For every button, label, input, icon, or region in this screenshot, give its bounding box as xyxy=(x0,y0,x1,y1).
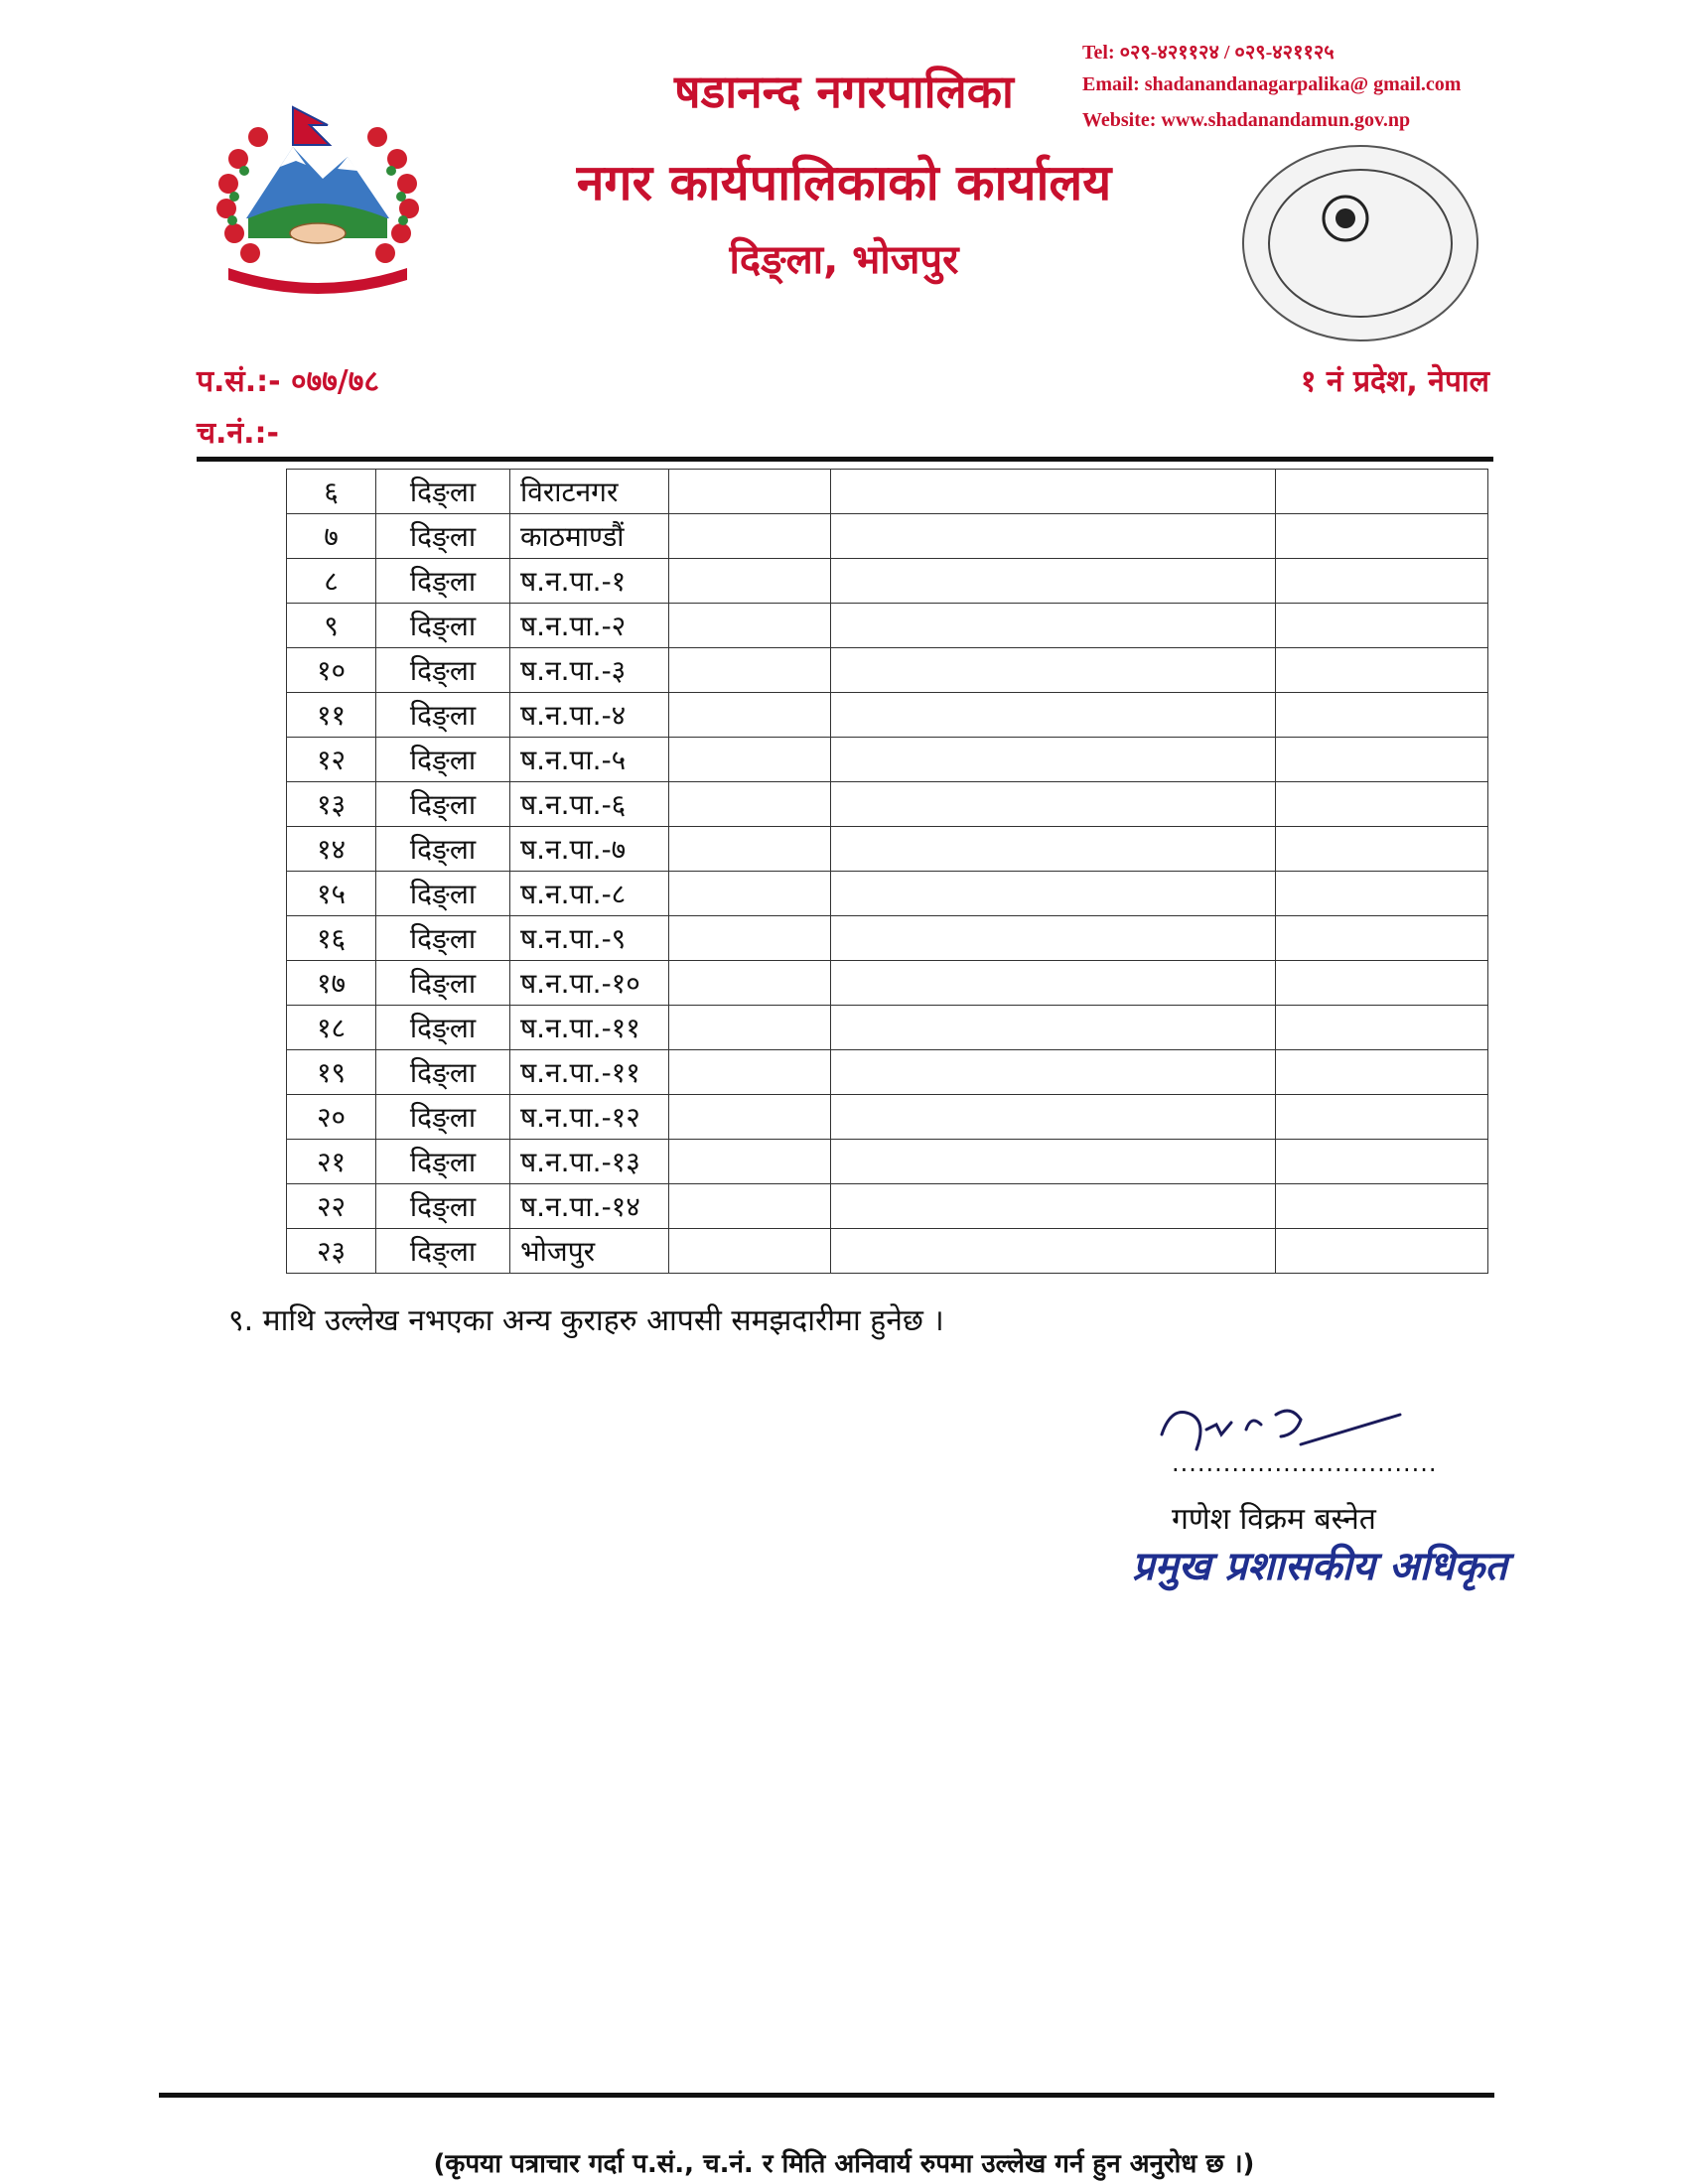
empty-cell xyxy=(669,872,831,916)
empty-cell xyxy=(831,559,1276,604)
empty-cell xyxy=(1276,916,1488,961)
municipality-name: षडानन्द नगरपालिका xyxy=(674,65,1014,118)
table-row xyxy=(287,1140,1488,1184)
empty-cell xyxy=(669,1095,831,1140)
empty-cell xyxy=(669,1006,831,1050)
empty-cell xyxy=(669,1140,831,1184)
empty-cell xyxy=(831,1184,1276,1229)
to-location: ष.न.पा.-११ xyxy=(510,1050,669,1095)
signature-line: ............................... xyxy=(1172,1449,1438,1477)
empty-cell xyxy=(1276,1050,1488,1095)
from-location: दिङ्ला xyxy=(376,782,510,827)
empty-cell xyxy=(1276,738,1488,782)
from-location: दिङ्ला xyxy=(376,514,510,559)
from-location: दिङ्ला xyxy=(376,693,510,738)
row-number: ८ xyxy=(287,559,376,604)
empty-cell xyxy=(831,1050,1276,1095)
row-number: १३ xyxy=(287,782,376,827)
signatory-title: प्रमुख प्रशासकीय अधिकृत xyxy=(1132,1544,1507,1589)
empty-cell xyxy=(1276,514,1488,559)
to-location: ष.न.पा.-७ xyxy=(510,827,669,872)
empty-cell xyxy=(669,693,831,738)
empty-cell xyxy=(831,782,1276,827)
table-row xyxy=(287,1095,1488,1140)
empty-cell xyxy=(1276,782,1488,827)
from-location: दिङ्ला xyxy=(376,1229,510,1274)
to-location: ष.न.पा.-१० xyxy=(510,961,669,1006)
from-location: दिङ्ला xyxy=(376,604,510,648)
from-location: दिङ्ला xyxy=(376,738,510,782)
from-location: दिङ्ला xyxy=(376,470,510,514)
to-location: ष.न.पा.-३ xyxy=(510,648,669,693)
from-location: दिङ्ला xyxy=(376,1140,510,1184)
row-number: २१ xyxy=(287,1140,376,1184)
empty-cell xyxy=(1276,1140,1488,1184)
empty-cell xyxy=(1276,559,1488,604)
table-row xyxy=(287,916,1488,961)
empty-cell xyxy=(831,514,1276,559)
row-number: ६ xyxy=(287,470,376,514)
empty-cell xyxy=(669,604,831,648)
empty-cell xyxy=(831,827,1276,872)
table-row xyxy=(287,1006,1488,1050)
table-row xyxy=(287,782,1488,827)
empty-cell xyxy=(831,693,1276,738)
dispatch-number: च.नं.:- xyxy=(197,416,279,451)
row-number: १४ xyxy=(287,827,376,872)
empty-cell xyxy=(1276,693,1488,738)
from-location: दिङ्ला xyxy=(376,1050,510,1095)
office-address: दिङ्ला, भोजपुर xyxy=(729,237,959,283)
row-number: १९ xyxy=(287,1050,376,1095)
empty-cell xyxy=(669,1050,831,1095)
empty-cell xyxy=(669,1229,831,1274)
empty-cell xyxy=(1276,827,1488,872)
empty-cell xyxy=(831,604,1276,648)
empty-cell xyxy=(831,961,1276,1006)
distance-table xyxy=(286,469,1488,1274)
empty-cell xyxy=(669,782,831,827)
to-location: ष.न.पा.-१३ xyxy=(510,1140,669,1184)
empty-cell xyxy=(831,916,1276,961)
row-number: २० xyxy=(287,1095,376,1140)
empty-cell xyxy=(669,514,831,559)
empty-cell xyxy=(1276,1229,1488,1274)
to-location: ष.न.पा.-९ xyxy=(510,916,669,961)
empty-cell xyxy=(831,872,1276,916)
from-location: दिङ्ला xyxy=(376,827,510,872)
to-location: ष.न.पा.-५ xyxy=(510,738,669,782)
empty-cell xyxy=(831,1006,1276,1050)
empty-cell xyxy=(1276,1006,1488,1050)
table-row xyxy=(287,514,1488,559)
to-location: ष.न.पा.-१४ xyxy=(510,1184,669,1229)
from-location: दिङ्ला xyxy=(376,872,510,916)
header-divider xyxy=(197,457,1493,462)
empty-cell xyxy=(831,1140,1276,1184)
note-clause: ९. माथि उल्लेख नभएका अन्य कुराहरु आपसी समझदारीमा हुनेछ । xyxy=(228,1303,944,1338)
row-number: २३ xyxy=(287,1229,376,1274)
to-location: ष.न.पा.-८ xyxy=(510,872,669,916)
from-location: दिङ्ला xyxy=(376,648,510,693)
table-row xyxy=(287,559,1488,604)
contact-tel: Tel: ०२९-४२११२४ / ०२९-४२११२५ xyxy=(1082,42,1335,64)
to-location: ष.न.पा.-१२ xyxy=(510,1095,669,1140)
from-location: दिङ्ला xyxy=(376,1095,510,1140)
to-location: ष.न.पा.-१ xyxy=(510,559,669,604)
table-row xyxy=(287,693,1488,738)
to-location: विराटनगर xyxy=(510,470,669,514)
empty-cell xyxy=(1276,872,1488,916)
empty-cell xyxy=(1276,1095,1488,1140)
footer-divider xyxy=(159,2093,1494,2098)
table-row xyxy=(287,470,1488,514)
office-stamp xyxy=(1236,139,1484,347)
signatory-name: गणेश विक्रम बस्नेत xyxy=(1172,1502,1376,1537)
table-row xyxy=(287,648,1488,693)
table-row xyxy=(287,1184,1488,1229)
row-number: १६ xyxy=(287,916,376,961)
empty-cell xyxy=(1276,961,1488,1006)
empty-cell xyxy=(669,470,831,514)
to-location: भोजपुर xyxy=(510,1229,669,1274)
empty-cell xyxy=(669,738,831,782)
empty-cell xyxy=(831,738,1276,782)
empty-cell xyxy=(831,648,1276,693)
table-row xyxy=(287,1229,1488,1274)
empty-cell xyxy=(1276,648,1488,693)
empty-cell xyxy=(669,648,831,693)
table-row xyxy=(287,738,1488,782)
empty-cell xyxy=(831,1095,1276,1140)
empty-cell xyxy=(1276,1184,1488,1229)
row-number: ११ xyxy=(287,693,376,738)
contact-email: Email: shadanandanagarpalika@ gmail.com xyxy=(1082,73,1462,95)
from-location: दिङ्ला xyxy=(376,1184,510,1229)
from-location: दिङ्ला xyxy=(376,559,510,604)
to-location: काठमाण्डौं xyxy=(510,514,669,559)
empty-cell xyxy=(831,470,1276,514)
from-location: दिङ्ला xyxy=(376,1006,510,1050)
reference-number: प.सं.:- ०७७/७८ xyxy=(197,364,379,399)
table-row xyxy=(287,827,1488,872)
row-number: २२ xyxy=(287,1184,376,1229)
table-row xyxy=(287,961,1488,1006)
empty-cell xyxy=(669,916,831,961)
from-location: दिङ्ला xyxy=(376,961,510,1006)
row-number: ९ xyxy=(287,604,376,648)
row-number: १५ xyxy=(287,872,376,916)
empty-cell xyxy=(669,961,831,1006)
to-location: ष.न.पा.-४ xyxy=(510,693,669,738)
empty-cell xyxy=(831,1229,1276,1274)
table-row xyxy=(287,872,1488,916)
empty-cell xyxy=(669,559,831,604)
row-number: १२ xyxy=(287,738,376,782)
empty-cell xyxy=(669,1184,831,1229)
table-row xyxy=(287,1050,1488,1095)
contact-website: Website: www.shadanandamun.gov.np xyxy=(1082,109,1411,131)
row-number: ७ xyxy=(287,514,376,559)
empty-cell xyxy=(1276,604,1488,648)
office-name: नगर कार्यपालिकाको कार्यालय xyxy=(576,154,1112,211)
table-row xyxy=(287,604,1488,648)
row-number: १८ xyxy=(287,1006,376,1050)
province-label: १ नं प्रदेश, नेपाल xyxy=(1300,364,1489,399)
to-location: ष.न.पा.-११ xyxy=(510,1006,669,1050)
row-number: १७ xyxy=(287,961,376,1006)
to-location: ष.न.पा.-२ xyxy=(510,604,669,648)
row-number: १० xyxy=(287,648,376,693)
to-location: ष.न.पा.-६ xyxy=(510,782,669,827)
empty-cell xyxy=(1276,470,1488,514)
footer-note: (कृपया पत्राचार गर्दा प.सं., च.नं. र मिति अनिवार्य रुपमा उल्लेख गर्न हुन अनुरोध छ ।) xyxy=(433,2149,1255,2179)
empty-cell xyxy=(669,827,831,872)
from-location: दिङ्ला xyxy=(376,916,510,961)
